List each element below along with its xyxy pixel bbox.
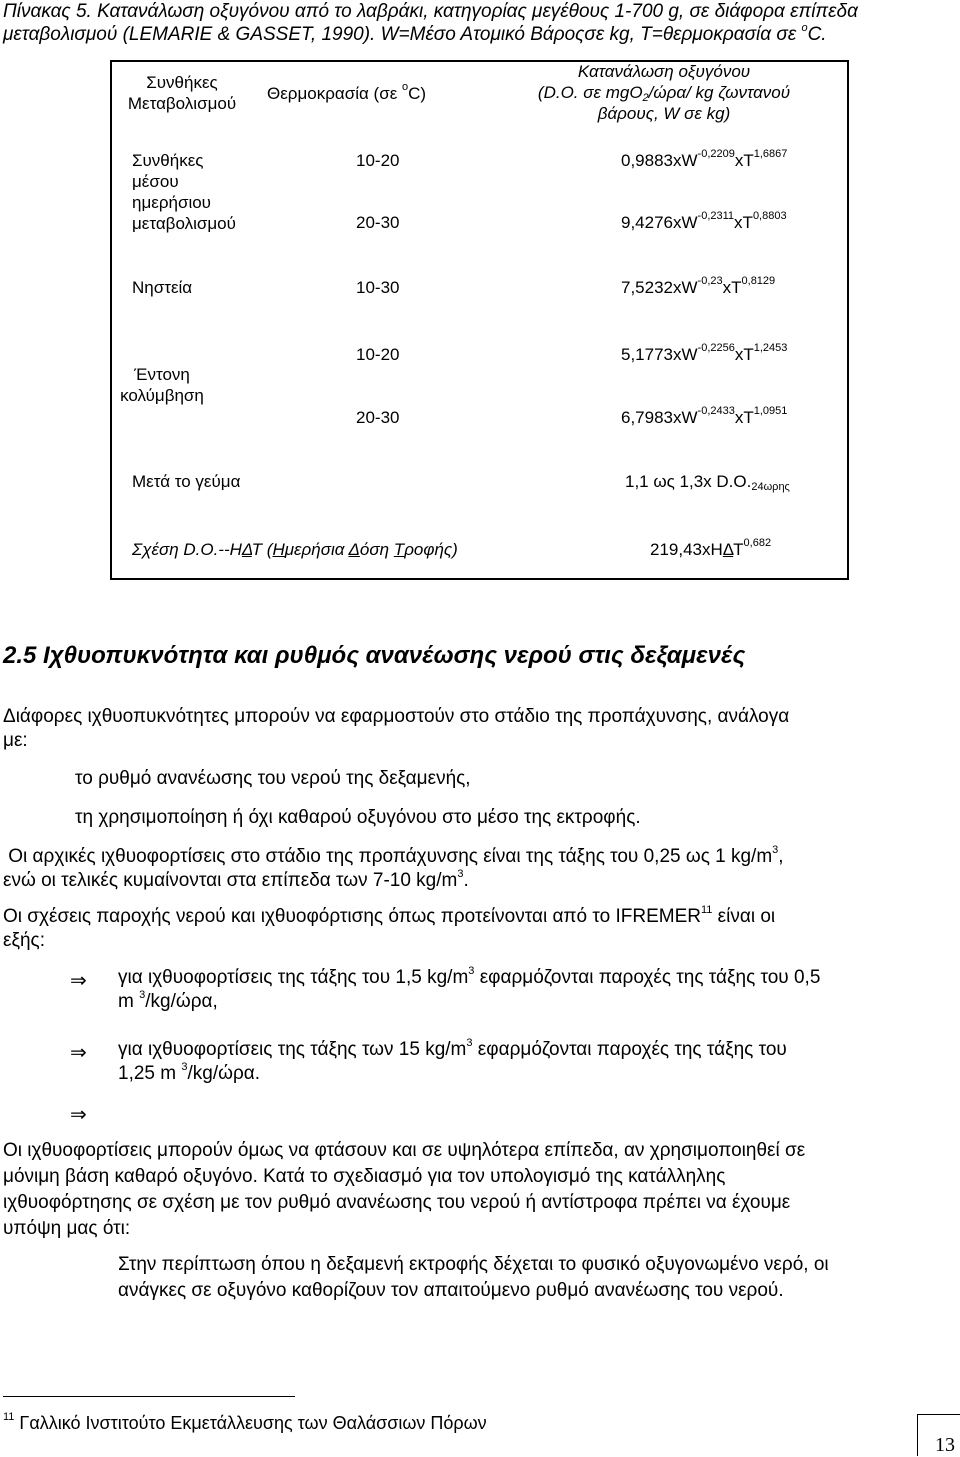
header-oxygen: Κατανάλωση οξυγόνου (D.O. σε mgO$_2$/ώρα/ kg ζωντανού βάρους, W σε kg) xyxy=(537,62,791,123)
header-temperature: Θερμοκρασία (σε $^o$C) xyxy=(267,81,427,103)
row-condition-after-meal: Μετά το γεύμα xyxy=(132,472,241,491)
row-condition-fasting: Νηστεία xyxy=(132,278,193,297)
page-number: 13 xyxy=(935,1434,955,1456)
caption-line-2: μεταβολισμού (LEMARIE & GASSET, 1990). W=Μέσο Ατομικό Βάροςσε kg, T=θερμοκρασία σε $^o$C. xyxy=(3,22,827,45)
row-relation-label: Σχέση D.O.--ΗΔΤ (Ημερήσια Δόση Τροφής) xyxy=(132,540,458,559)
row-formula: $9,4276xW^{-0,2311}xT^{0,8803}$ xyxy=(621,210,787,232)
row-temp: 10-20 xyxy=(356,151,400,170)
table-caption xyxy=(3,0,953,46)
row-temp: 20-30 xyxy=(356,408,400,427)
bullet-item: για ιχθυοφορτίσεις της τάξης του 1,5 $kg/m^3$ εφαρμόζονται παροχές της τάξης του 0,5 m $^3$/kg/ώρα, xyxy=(118,965,821,1012)
row-formula: $6,7983xW^{-0,2433}xT^{1,0951}$ xyxy=(621,405,788,427)
row-relation-value: 219,43xΗΔΤ$^{0,682}$ xyxy=(650,537,772,559)
paragraph: Στην περίπτωση όπου η δεξαμενή εκτροφής δέχεται το φυσικό οξυγονωμένο νερό, οι ανάγκες σε οξυγόνο καθορίζουν τον απαιτούμενο ρυθμό ανανέωσης του νερού. xyxy=(118,1254,829,1301)
list-item: τη χρησιμοποίηση ή όχι καθαρού οξυγόνου στο μέσο της εκτροφής. xyxy=(75,807,641,828)
footnote: $^{11}$ Γαλλικό Ινστιτούτο Εκμετάλλευσης των Θαλάσσιων Πόρων xyxy=(3,1411,487,1433)
oxygen-consumption-table xyxy=(110,60,849,580)
bullet-item: για ιχθυοφορτίσεις της τάξης των 15 $kg/m^3$ εφαρμόζονται παροχές της τάξης του 1,25 m $^3$/kg/ώρα. xyxy=(118,1037,787,1084)
footnote-separator xyxy=(3,1396,295,1397)
section-heading: 2.5 Ιχθυοπυκνότητα και ρυθμός ανανέωσης νερού στις δεξαμενές xyxy=(3,642,746,669)
arrow-bullet-icon: ⇒ xyxy=(70,1042,87,1064)
row-condition-swimming: Έντονη κολύμβηση xyxy=(120,365,204,405)
row-temp: 10-20 xyxy=(356,345,400,364)
caption-line-1: Πίνακας 5. Κατανάλωση οξυγόνου από το λαβράκι, κατηγορίας μεγέθους 1-700 g, σε διάφορα επίπεδα xyxy=(3,1,858,22)
row-condition-average: Συνθήκες μέσου ημερήσιου μεταβολισμού xyxy=(132,151,236,233)
paragraph: Οι αρχικές ιχθυοφορτίσεις στο στάδιο της προπάχυνσης είναι της τάξης του 0,25 ως 1 $kg/m^3$, ενώ οι τελικές κυμαίνονται στα επίπεδα των 7-10 $kg/m^3$. xyxy=(3,844,784,891)
arrow-bullet-icon: ⇒ xyxy=(70,1104,87,1126)
row-temp: 10-30 xyxy=(356,278,400,297)
paragraph: Οι σχέσεις παροχής νερού και ιχθυοφόρτισης όπως προτείνονται από το IFREMER$^{11}$ είναι οι εξής: xyxy=(3,904,776,951)
arrow-bullet-icon: ⇒ xyxy=(70,970,87,992)
row-temp: 20-30 xyxy=(356,213,400,232)
row-formula: $0,9883xW^{-0,2209}xT^{1,6867}$ xyxy=(621,148,788,170)
paragraph: Διάφορες ιχθυοπυκνότητες μπορούν να εφαρμοστούν στο στάδιο της προπάχυνσης, ανάλογα με: xyxy=(3,706,790,751)
header-metabolism: Συνθήκες Μεταβολισμού xyxy=(127,73,237,113)
paragraph: Οι ιχθυοφορτίσεις μπορούν όμως να φτάσουν και σε υψηλότερα επίπεδα, αν χρησιμοποιηθεί σε μόνιμη βάση καθαρό οξυγόνο. Κατά το σχεδιασμό για τον υπολογισμό της κατάλληλης ιχθυοφόρτησης σε σχέση με τον ρυθμό ανανέωσης του νερού ή αντίστροφα πρέπει να έχουμε υπόψη μας ότι: xyxy=(3,1140,806,1239)
row-after-meal-value: 1,1 ως 1,3x $D.O._{24\omega\rho\eta\varsigma}$ xyxy=(625,472,790,493)
row-formula: $5,1773xW^{-0,2256}xT^{1,2453}$ xyxy=(621,342,788,364)
row-formula: $7,5232xW^{-0,23}xT^{0,8129}$ xyxy=(621,275,776,297)
list-item: το ρυθμό ανανέωσης του νερού της δεξαμενής, xyxy=(75,768,471,789)
